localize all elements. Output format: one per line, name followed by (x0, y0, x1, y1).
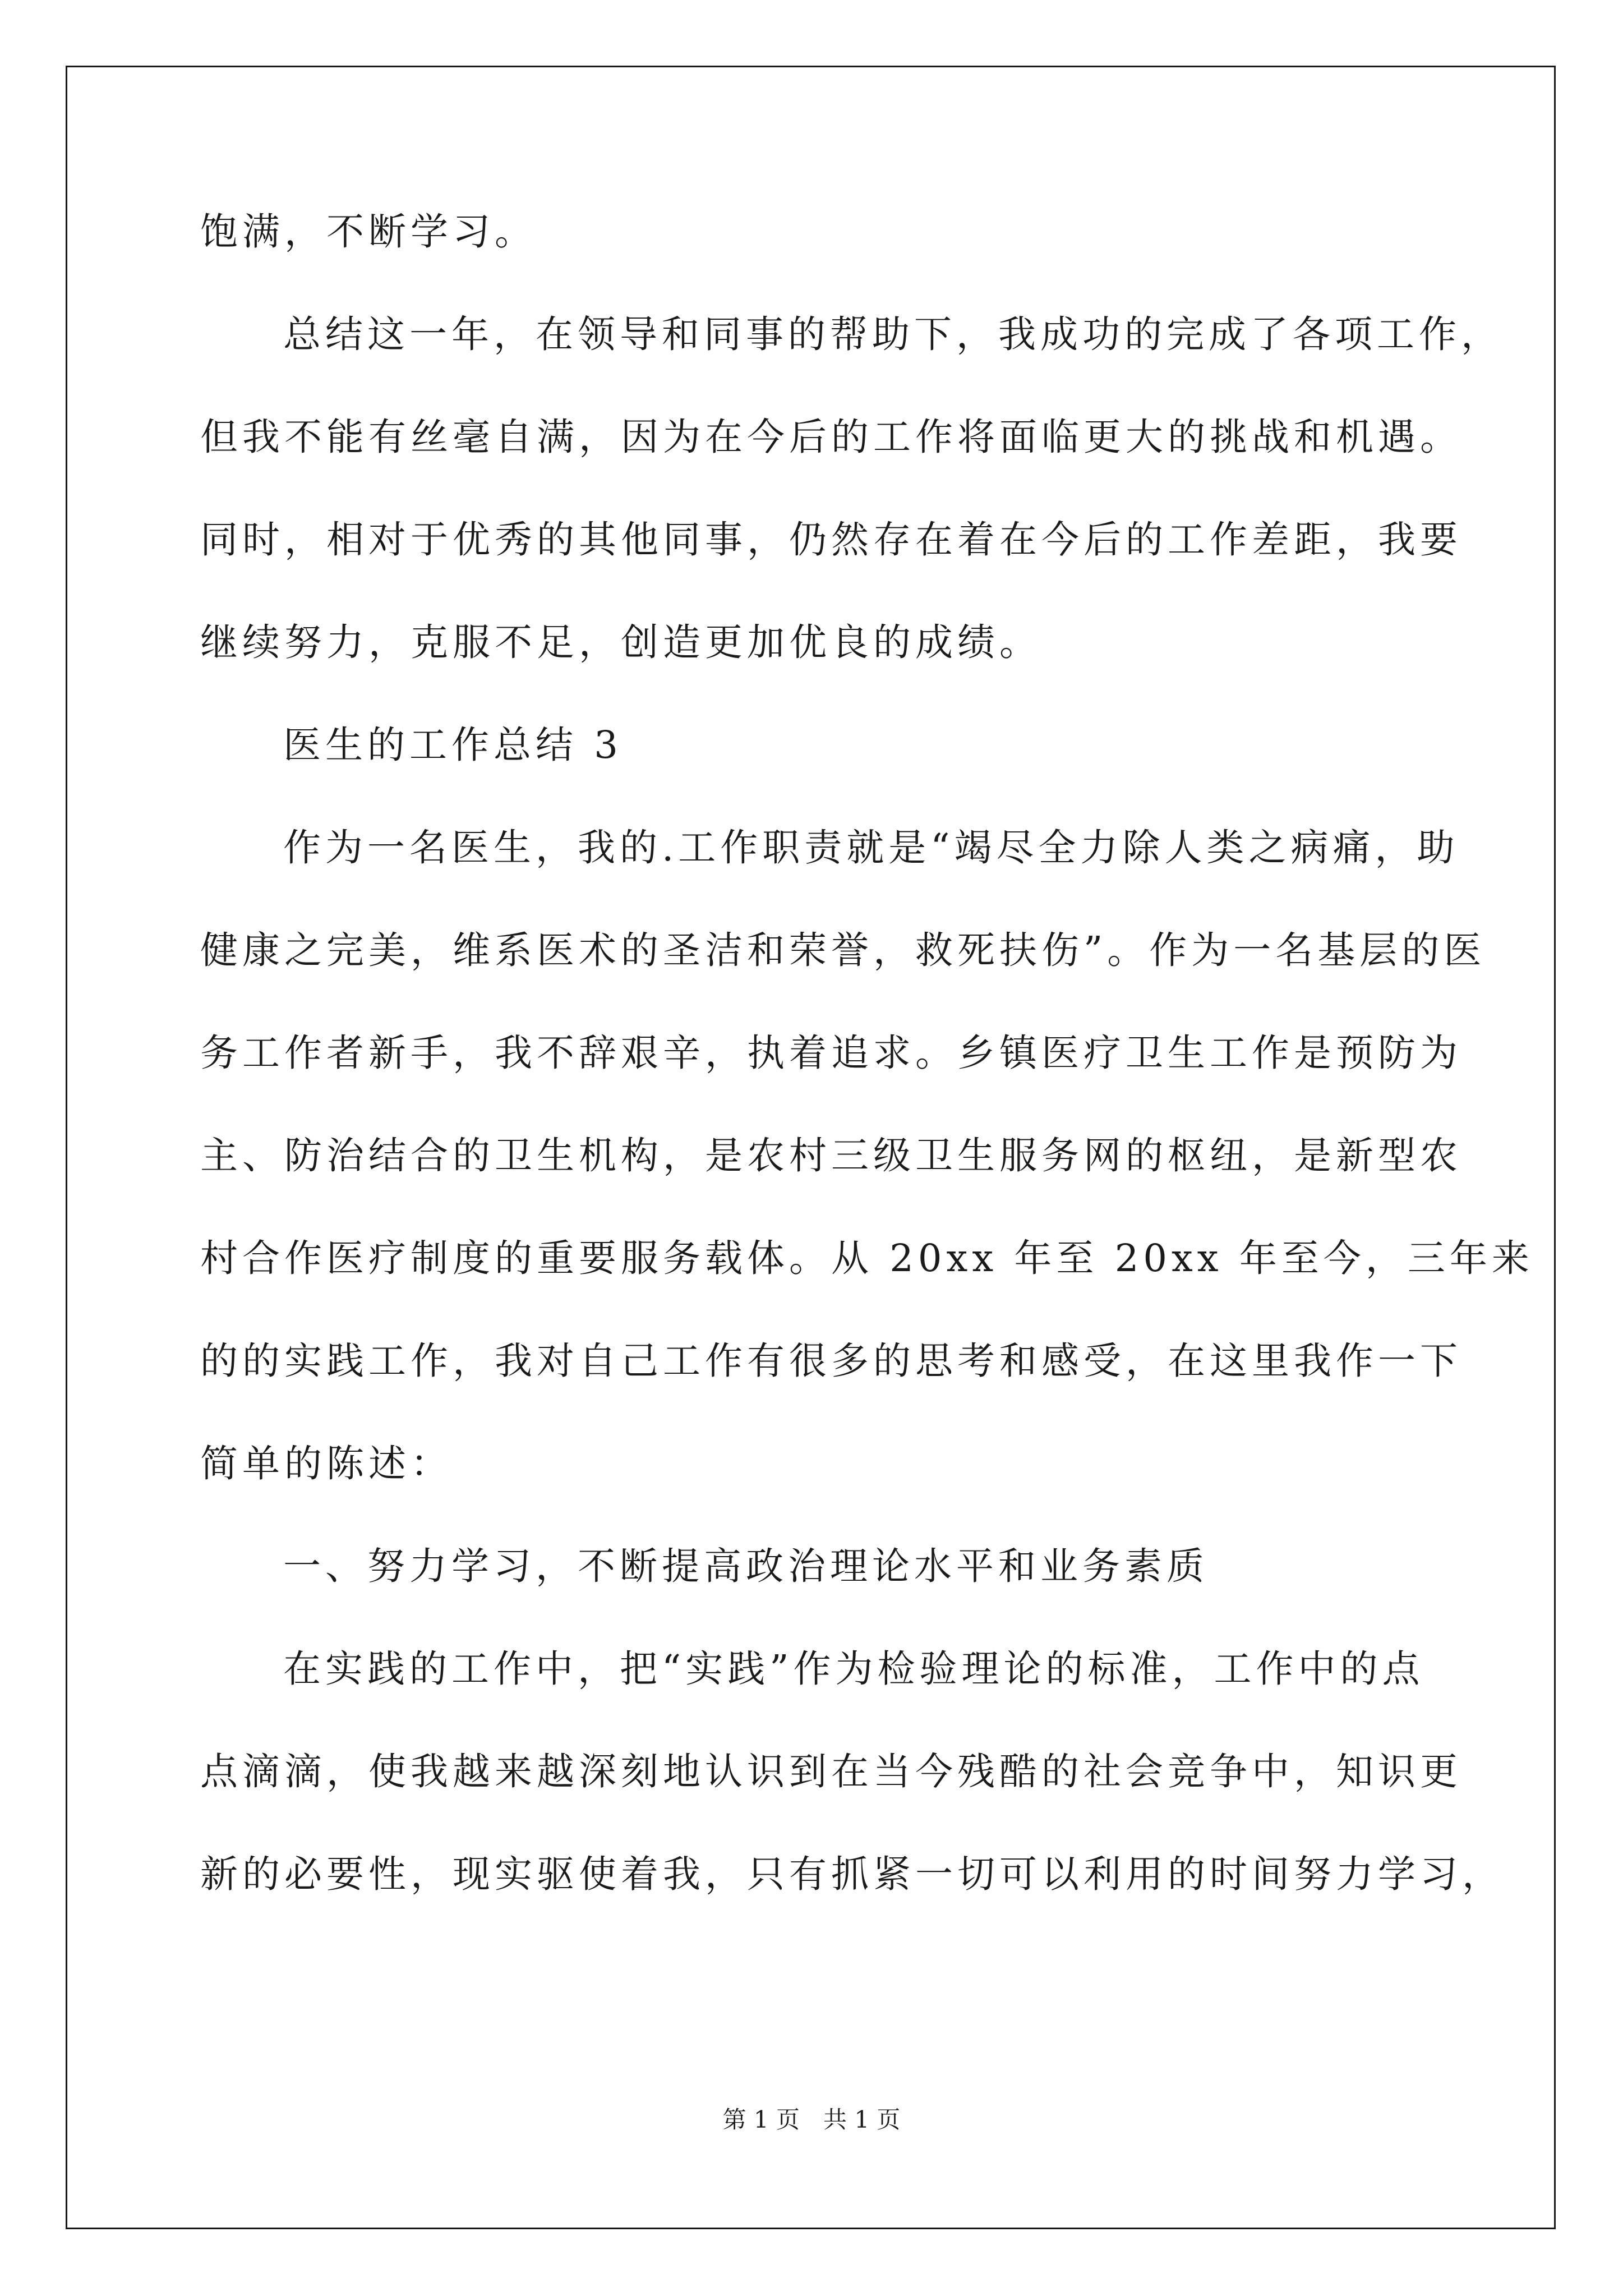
text-line (200, 1236, 1534, 1342)
text-line (200, 312, 1503, 418)
text-line (200, 620, 1423, 726)
text-line (200, 1339, 1462, 1445)
text-line (200, 518, 1462, 624)
text-line (200, 210, 1423, 316)
line-text: 但我不能有丝毫自满，因为在今后的工作将面临更大的挑战和机遇。 (200, 415, 1462, 459)
line-text: 务工作者新手，我不辞艰辛，执着追求。乡镇医疗卫生工作是预防为 (200, 1031, 1462, 1075)
line-text: 饱满，不断学习。 (200, 210, 537, 254)
line-text: 村合作医疗制度的重要服务载体。从 20xx 年至 20xx 年至今，三年来 (200, 1236, 1534, 1280)
page-number: 第 1 页 (722, 2106, 800, 2133)
page-footer (0, 2108, 1623, 2132)
line-text: 同时，相对于优秀的其他同事，仍然存在着在今后的工作差距，我要 (200, 518, 1462, 562)
line-text: 简单的陈述： (200, 1442, 453, 1485)
text-line (200, 1647, 1424, 1753)
text-line (200, 1442, 1423, 1548)
line-text: 一、努力学习，不断提高政治理论水平和业务素质 (283, 1544, 1209, 1588)
text-line (200, 415, 1462, 521)
line-text: 健康之完美，维系医术的圣洁和荣誉，救死扶伤”。作为一名基层的医 (200, 928, 1486, 972)
line-text: 总结这一年，在领导和同事的帮助下，我成功的完成了各项工作， (283, 312, 1503, 356)
document-body (200, 210, 1534, 1958)
line-text: 在实践的工作中，把“实践”作为检验理论的标准，工作中的点 (283, 1647, 1424, 1691)
line-text: 作为一名医生，我的.工作职责就是“竭尽全力除人类之病痛，助 (283, 826, 1459, 869)
line-text: 主、防治结合的卫生机构，是农村三级卫生服务网的枢纽，是新型农 (200, 1134, 1462, 1177)
section-heading (200, 723, 1423, 829)
text-line (200, 1750, 1462, 1856)
line-text: 新的必要性，现实驱使着我，只有抓紧一切可以利用的时间努力学习， (200, 1852, 1504, 1896)
text-line (200, 1134, 1462, 1240)
text-line (200, 826, 1459, 932)
text-line (200, 1031, 1462, 1137)
text-line (200, 1852, 1504, 1958)
line-text: 点滴滴，使我越来越深刻地认识到在当今残酷的社会竞争中，知识更 (200, 1750, 1462, 1793)
section-heading (200, 1544, 1423, 1650)
line-text: 医生的工作总结 3 (283, 723, 623, 767)
line-text: 继续努力，克服不足，创造更加优良的成绩。 (200, 620, 1041, 664)
text-line (200, 928, 1486, 1034)
page-total: 共 1 页 (823, 2106, 901, 2133)
line-text: 的的实践工作，我对自己工作有很多的思考和感受，在这里我作一下 (200, 1339, 1462, 1383)
